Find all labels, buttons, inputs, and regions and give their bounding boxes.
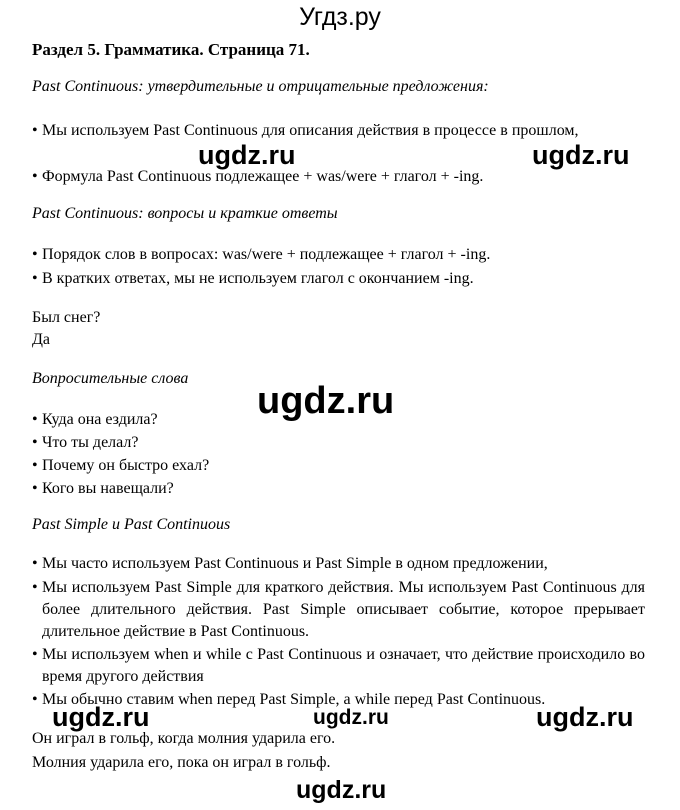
bullet-icon: • [32, 270, 38, 287]
list-item [32, 244, 645, 266]
list-item-text: Порядок слов в вопросах: was/were + подлежащее + глагол + -ing. [42, 246, 491, 263]
bullet-icon: • [32, 646, 38, 663]
bullet-icon: • [32, 246, 38, 263]
bullet-icon: • [32, 411, 38, 428]
list-item-text: Мы используем Past Simple для краткого действия. Мы используем Past Continuous для более длительного действия. Past Simple описывает событие, которое прерывает длительное действие в Past Continuous. [42, 579, 645, 640]
list-item [32, 644, 645, 688]
watermark: ugdz.ru [257, 380, 395, 422]
heading-past-continuous-questions: Past Continuous: вопросы и краткие ответы [32, 205, 338, 222]
bullet-icon: • [32, 122, 38, 139]
list-item [32, 120, 645, 142]
bullet-icon: • [32, 434, 38, 451]
example-sentence: Он играл в гольф, когда молния ударила его. [32, 730, 336, 747]
list-item [32, 268, 645, 290]
list-item-text: Куда она ездила? [42, 411, 158, 428]
section-title: Раздел 5. Грамматика. Страница 71. [32, 40, 310, 59]
heading-past-simple-and-continuous: Past Simple и Past Continuous [32, 516, 231, 533]
watermark: ugdz.ru [532, 140, 630, 170]
bullet-icon: • [32, 168, 38, 185]
watermark: ugdz.ru [296, 776, 387, 804]
list-item-text: Мы часто используем Past Continuous и Past Simple в одном предложении, [42, 555, 548, 572]
list-item-text: В кратких ответах, мы не используем глагол с окончанием -ing. [42, 270, 474, 287]
list-item-text: Почему он быстро ехал? [42, 457, 210, 474]
list-item [32, 478, 645, 500]
bullet-icon: • [32, 555, 38, 572]
list-item [32, 455, 645, 477]
watermark: ugdz.ru [313, 706, 389, 729]
bullet-icon: • [32, 457, 38, 474]
list-item [32, 577, 645, 643]
heading-question-words: Вопросительные слова [32, 370, 189, 387]
list-item-text: Мы обычно ставим when перед Past Simple, а while перед Past Continuous. [42, 691, 546, 708]
watermark: ugdz.ru [198, 140, 296, 170]
bullet-icon: • [32, 480, 38, 497]
example-question: Был снег? [32, 309, 101, 326]
list-item-text: Формула Past Continuous подлежащее + was/were + глагол + -ing. [42, 168, 484, 185]
heading-past-continuous-affirmative: Past Continuous: утвердительные и отрицательные предложения: [32, 78, 489, 95]
watermark: ugdz.ru [52, 702, 150, 732]
list-item-text: Кого вы навещали? [42, 480, 174, 497]
list-item [32, 553, 645, 575]
list-item-text: Мы используем Past Continuous для описания действия в процессе в прошлом, [42, 122, 579, 139]
example-answer: Да [32, 331, 51, 348]
example-sentence: Молния ударила его, пока он играл в гольф. [32, 754, 331, 771]
watermark: ugdz.ru [536, 702, 634, 732]
list-item-text: Мы используем when и while с Past Continuous и означает, что действие происходило во время другого действия [42, 646, 645, 685]
bullet-icon: • [32, 691, 38, 708]
list-item-text: Что ты делал? [42, 434, 139, 451]
site-header: Угдз.ру [299, 3, 381, 31]
bullet-icon: • [32, 579, 38, 596]
list-item [32, 432, 645, 454]
